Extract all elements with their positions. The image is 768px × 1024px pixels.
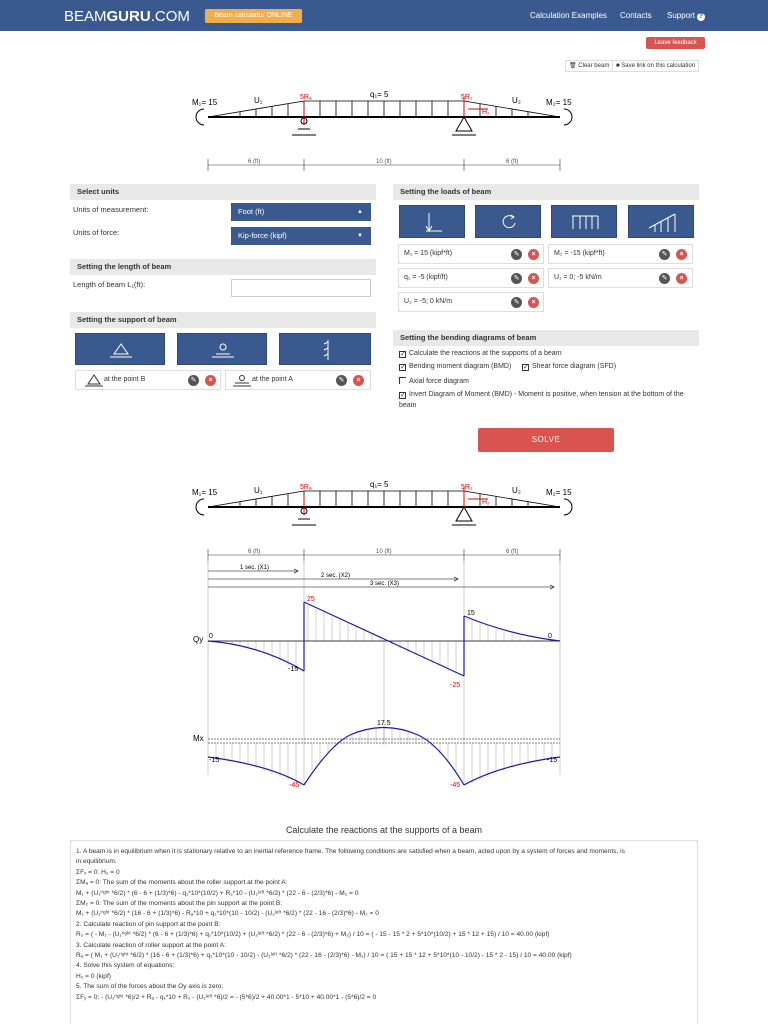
calc-line: M₁ + (U₁ʳⁱᵍʰᵗ *6/2) * (6 - 6 + (1/3)*6) - q₁*10*(10/2) + R₂*10 - (U₂ˡᵉᶠᵗ *6/2) * (22 - 6 - (2/3)*6) - M₂ = 0: [76, 889, 359, 897]
clear-beam-label: Clear beam: [578, 63, 610, 69]
calc-reactions-checkbox[interactable]: [399, 350, 562, 358]
support-item-b[interactable]: [75, 370, 221, 390]
sfd-label: Shear force diagram (SFD): [532, 363, 617, 370]
pin-support-icon: [82, 371, 106, 389]
site-logo[interactable]: [64, 8, 190, 25]
result-moment-left-label: M₁= 15: [192, 488, 218, 497]
moment-left-label: M₁= 15: [192, 98, 218, 107]
load-item-m2[interactable]: [548, 244, 693, 264]
result-u-left-label: U₁: [254, 486, 263, 495]
sfd-checkbox[interactable]: [522, 363, 616, 371]
logo-bold: GURU: [106, 8, 151, 25]
caret-up-icon: ▲: [357, 209, 363, 215]
delete-icon[interactable]: ×: [528, 249, 539, 260]
qy-axis-label: Qy: [193, 635, 204, 644]
calc-line: ΣFᵧ = 0: - (U₁ʳⁱᵍʰᵗ *6)/2 + Rₐ - q₁*10 + R₂ - (U₂ˡᵉᶠᵗ *6)/2 = - (5*6)/2 + 40.00*1 - 5*10 + 40.00*1 - (5*6)/2 = 0: [76, 993, 377, 1001]
nav-calculation-examples[interactable]: Calculation Examples: [530, 11, 607, 20]
calc-line: ΣFₓ = 0: H₂ = 0: [76, 868, 120, 876]
calc-line: 5. The sum of the forces about the Oy axis is zero:: [76, 983, 224, 991]
m-value-minus-45-left: -45: [289, 782, 300, 789]
add-roller-support-button[interactable]: [177, 333, 267, 365]
q-value-0-right: 0: [548, 633, 552, 640]
edit-icon[interactable]: ✎: [659, 249, 670, 260]
beam-scheme-top[interactable]: [0, 85, 768, 175]
units-measurement-select[interactable]: [231, 203, 371, 221]
delete-icon[interactable]: ×: [676, 249, 687, 260]
calc-line: in equilibrium.: [76, 858, 117, 866]
units-force-value: Kip-force (kipf): [238, 231, 287, 240]
reaction-a-label: 5Rₐ: [300, 94, 312, 101]
q-value-minus-25: -25: [450, 682, 461, 689]
clear-beam-button[interactable]: [565, 60, 613, 72]
load-item-m2-label: M₂ = -15 (kipf*ft): [554, 250, 605, 257]
edit-icon[interactable]: ✎: [511, 297, 522, 308]
triangular-load-icon: [629, 206, 695, 239]
checkmark-icon: ✓: [400, 392, 406, 399]
bending-panel-title: Setting the bending diagrams of beam: [393, 330, 699, 346]
edit-icon[interactable]: ✎: [336, 375, 347, 386]
bending-moment-diagram: [208, 728, 560, 786]
m-value-17-5: 17.5: [377, 720, 391, 727]
support-item-a-label: at the point A: [252, 376, 293, 383]
calc-line: 4. Solve this system of equations:: [76, 962, 175, 970]
load-item-m1[interactable]: [398, 244, 544, 264]
nav-support[interactable]: [667, 11, 705, 21]
calc-line: Rₐ = ( M₁ + (U₁ʳⁱᵍʰᵗ *6/2) * (16 - 6 + (1/3)*6) + q₁*10*(10 - 10/2) - (U₂ˡᵉᶠᵗ *6/2) * (22 - 16 - (2/3)*6) - M₂) / 10 = ( 15 + 15 * 12 + 5*10*(10 - 10/2) - 15 * 2 - 15) / 10 = 40.00 (kipf): [76, 952, 572, 960]
length-input[interactable]: [231, 279, 371, 297]
dim-mid-label: 10 (ft): [376, 159, 392, 165]
roller-support-a-icon: [292, 105, 316, 135]
calc-line: 2. Calculate reaction of pin support at the point B:: [76, 920, 221, 928]
result-reaction-b-label: 5R₂: [461, 484, 473, 491]
result-dim-mid: 10 (ft): [376, 549, 392, 555]
dim-right-label: 6 (ft): [506, 159, 519, 165]
dim-left-label: 6 (ft): [248, 159, 261, 165]
nav-contacts[interactable]: Contacts: [620, 11, 652, 20]
section-3-label: 3 sec. (X3): [370, 581, 400, 587]
units-panel-title: Select units: [70, 184, 376, 200]
roller-support-icon: [178, 334, 268, 366]
calc-section-title: Calculate the reactions at the supports of a beam: [285, 825, 483, 835]
q-value-15: 15: [467, 610, 475, 617]
load-item-u2-label: U₂ = -5; 0 kN/m: [404, 298, 453, 305]
delete-icon[interactable]: ×: [676, 273, 687, 284]
q-value-25: 25: [307, 596, 315, 603]
nav-support-label: Support: [667, 11, 696, 20]
moment-right-label: M₂= 15: [546, 98, 572, 107]
load-item-m1-label: M₁ = 15 (kipf*ft): [404, 250, 453, 257]
edit-icon[interactable]: ✎: [659, 273, 670, 284]
load-item-q1[interactable]: [398, 268, 544, 288]
units-force-label: Units of force:: [73, 228, 120, 237]
edit-icon[interactable]: ✎: [511, 249, 522, 260]
edit-icon[interactable]: ✎: [188, 375, 199, 386]
delete-icon[interactable]: ×: [528, 297, 539, 308]
units-measurement-label: Units of measurement:: [73, 205, 149, 214]
save-link-button[interactable]: [612, 60, 699, 72]
add-pin-support-button[interactable]: [75, 333, 165, 365]
support-item-b-label: at the point B: [104, 376, 146, 383]
uniform-load-icon: [552, 206, 618, 239]
top-navbar: [0, 0, 768, 31]
moment-icon: [476, 206, 542, 239]
calc-steps-box: [70, 840, 698, 1024]
fixed-support-icon: [280, 334, 372, 366]
u-right-label: U₂: [512, 96, 521, 105]
logo-suffix: .COM: [150, 8, 190, 25]
checkmark-icon: ✓: [400, 364, 406, 371]
q-value-minus-15: -15: [288, 666, 299, 673]
load-item-u2[interactable]: [398, 292, 544, 312]
leave-feedback-button[interactable]: Leave feedback: [646, 37, 705, 49]
add-distributed-load-button[interactable]: [551, 205, 617, 238]
question-icon: ?: [698, 13, 704, 20]
add-moment-button[interactable]: [475, 205, 541, 238]
point-load-icon: [400, 206, 466, 239]
m-value-minus-45-right: -45: [450, 782, 461, 789]
edit-icon[interactable]: ✎: [511, 273, 522, 284]
add-point-load-button[interactable]: [399, 205, 465, 238]
units-measurement-value: Foot (ft): [238, 207, 265, 216]
delete-icon[interactable]: ×: [353, 375, 364, 386]
trash-icon: 🗑︎: [569, 63, 577, 69]
checkmark-icon: ✓: [523, 364, 529, 371]
axial-label: Axial force diagram: [409, 378, 469, 385]
calc-line: ΣMₐ = 0: The sum of the moments about the roller support at the point A:: [76, 879, 288, 887]
invert-bmd-label: Invert Diagram of Moment (BMD) - Moment is positive, when tension at the bottom of the beam: [399, 391, 684, 409]
beam-calculator-online-button[interactable]: Beam calculator ONLINE: [205, 9, 302, 23]
mx-axis-label: Mx: [193, 734, 204, 743]
calc-line: H₂ = 0 (kipf): [76, 972, 111, 980]
m-value-minus-15-left: -15: [209, 757, 220, 764]
moment-right-icon: [564, 109, 572, 125]
axial-checkbox[interactable]: [399, 377, 469, 385]
calc-line: M₁ + (U₁ʳⁱᵍʰᵗ *6/2) * (16 - 6 + (1/3)*6) - Rₐ*10 + q₁*10*(10 - 10/2) - (U₂ˡᵉᶠᵗ *6/2) * (22 - 16 - (2/3)*6) - M₂ = 0: [76, 910, 379, 918]
invert-bmd-checkbox[interactable]: [399, 390, 699, 411]
section-1-label: 1 sec. (X1): [240, 565, 270, 571]
calc-line: ΣM₂ = 0: The sum of the moments about the pin support at the point B:: [76, 900, 283, 908]
caret-down-icon: ▼: [357, 233, 363, 239]
units-force-select[interactable]: [231, 227, 371, 245]
result-dim-left: 6 (ft): [248, 549, 261, 555]
calc-line: R₂ = ( - M₁ - (U₁ʳⁱᵍʰᵗ *6/2) * (6 - 6 + (1/3)*6) + q₁*10*(10/2) + (U₂ˡᵉᶠᵗ *6/2) * (22 - 6 - (2/3)*6) + M₂) / 10 = ( - 15 - 15 * 2 + 5*10*(10/2) + 15 * 12 + 15) / 10 = 40.00 (kipf): [76, 931, 550, 939]
result-q-label: q₁= 5: [370, 480, 389, 489]
result-h-b-label: H₂: [482, 499, 490, 506]
calc-line: 3. Calculate reaction of roller support at the point A:: [76, 941, 226, 949]
loads-panel-title: Setting the loads of beam: [393, 184, 699, 200]
support-item-a[interactable]: [225, 370, 371, 390]
u-left-label: U₁: [254, 96, 263, 105]
q-value-0-left: 0: [209, 633, 213, 640]
moment-left-icon: [196, 109, 204, 125]
support-panel-title: Setting the support of beam: [70, 312, 376, 328]
load-item-q1-label: q₁ = -5 (kipf/ft): [404, 274, 448, 281]
q-label: q₁= 5: [370, 90, 389, 99]
pin-support-icon: [76, 334, 166, 366]
result-moment-right-label: M₂= 15: [546, 488, 572, 497]
add-triangular-load-button[interactable]: [628, 205, 694, 238]
result-reaction-a-label: 5Rₐ: [300, 484, 312, 491]
bookmark-icon: ■: [616, 63, 620, 69]
solve-button[interactable]: SOLVE: [478, 428, 614, 452]
delete-icon[interactable]: ×: [528, 273, 539, 284]
checkbox-empty-icon: [399, 377, 406, 384]
length-label: Length of beam L₁(ft):: [73, 280, 146, 289]
support-guides: [208, 555, 560, 785]
load-item-u1[interactable]: [548, 268, 693, 288]
calc-line: 1. A beam is in equilibrium when it is stationary relative to an inertial reference frame. The following conditions are satisfied when a beam, acted upon by a system of forces and moments, is: [76, 848, 625, 855]
result-u-right-label: U₂: [512, 486, 521, 495]
logo-light: BEAM: [64, 8, 107, 25]
save-link-label: Save link on this calculation: [621, 63, 696, 69]
roller-support-icon: [230, 371, 254, 389]
load-item-u1-label: U₁ = 0; -5 kN/m: [554, 274, 602, 281]
section-2-label: 2 sec. (X2): [321, 573, 351, 579]
add-fixed-support-button[interactable]: [279, 333, 371, 365]
h-b-label: H₂: [482, 109, 490, 116]
delete-icon[interactable]: ×: [205, 375, 216, 386]
calc-reactions-label: Calculate the reactions at the supports of a beam: [409, 350, 562, 357]
result-diagrams: [0, 475, 768, 805]
bmd-label: Bending moment diagram (BMD): [409, 363, 512, 370]
result-dim-right: 6 (ft): [506, 549, 519, 555]
reaction-b-label: 5R₂: [461, 94, 473, 101]
bmd-checkbox[interactable]: [399, 363, 511, 371]
checkmark-icon: ✓: [400, 351, 406, 358]
m-value-minus-15-right: -15: [547, 757, 558, 764]
length-panel-title: Setting the length of beam: [70, 259, 376, 275]
